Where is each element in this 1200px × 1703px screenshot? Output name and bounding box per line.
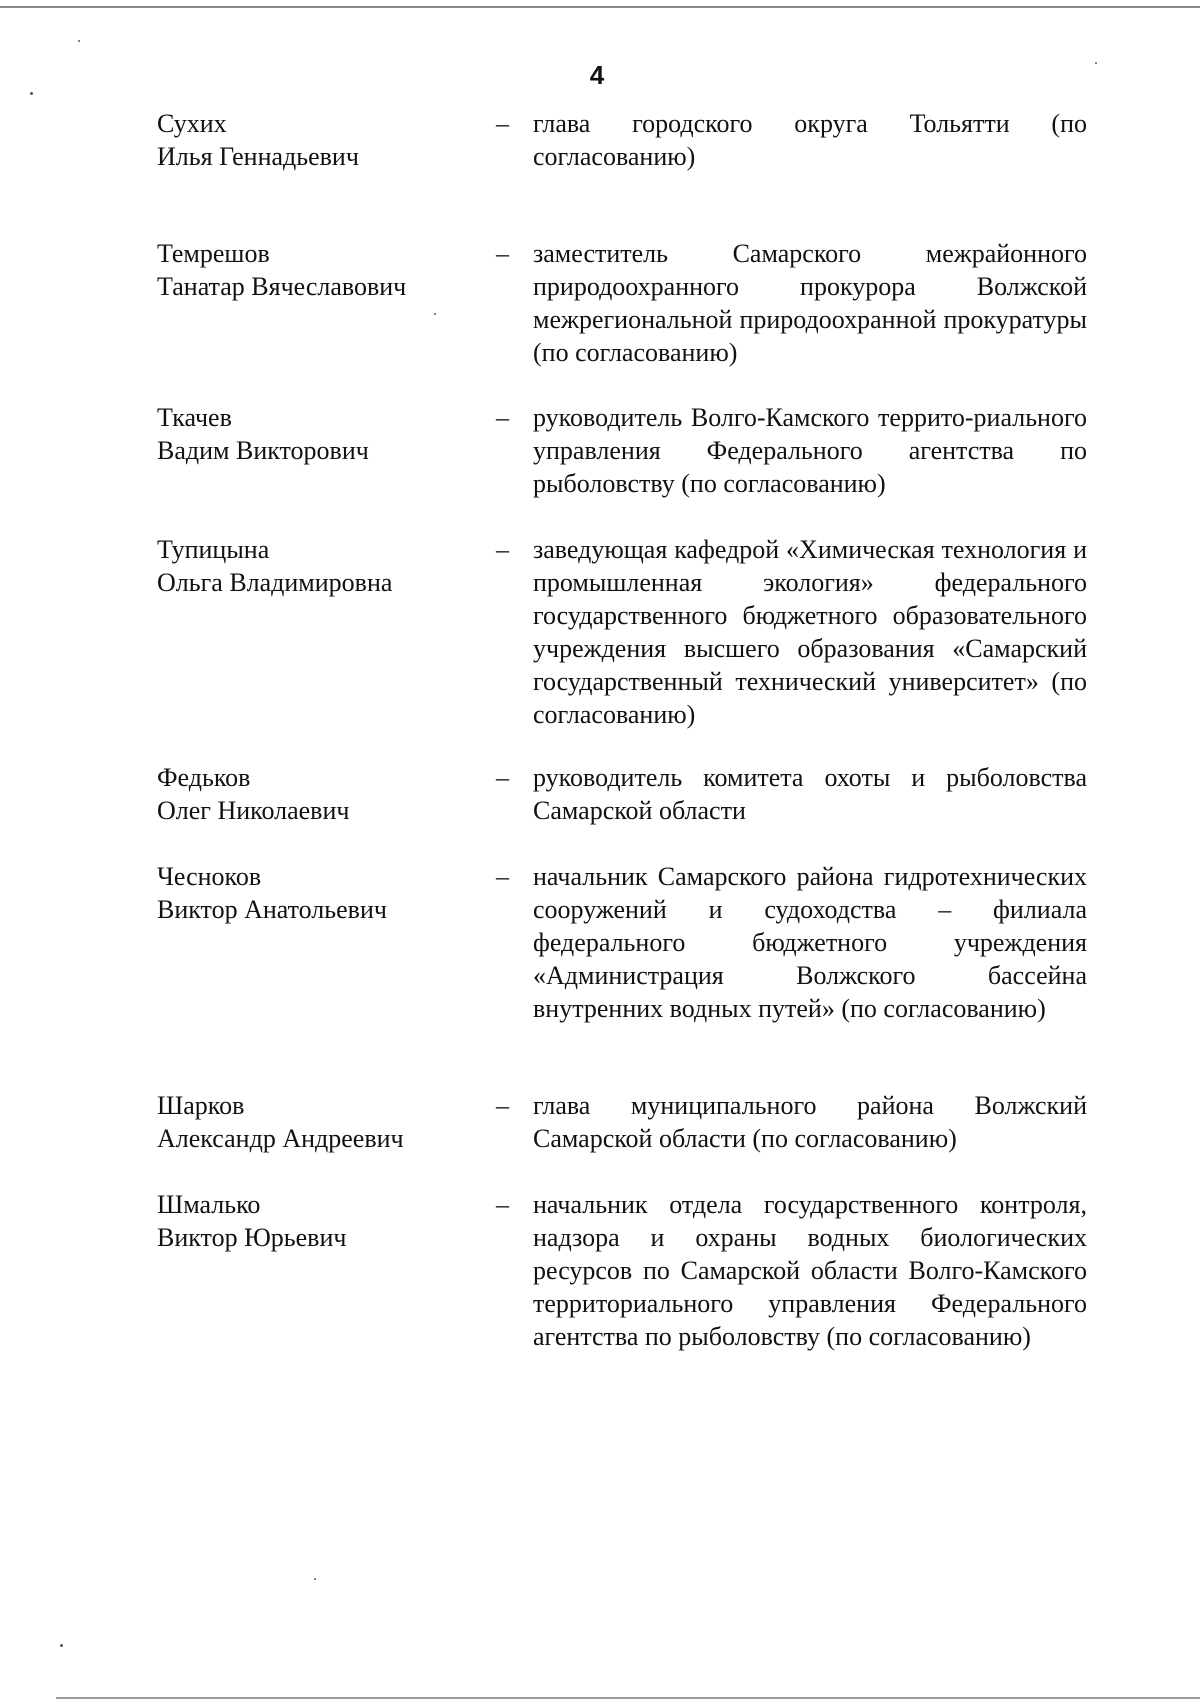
member-surname: Чесноков bbox=[157, 862, 262, 891]
scan-speck bbox=[60, 1644, 63, 1647]
entry-dash: – bbox=[496, 239, 509, 268]
member-position: заведующая кафедрой «Химическая технология и промышленная экология» федерального государственного бюджетного образовательного учреждения высшего образования «Самарский государственный технический университет» (по согласованию) bbox=[533, 535, 1087, 729]
member-given-name: Ольга Владимировна bbox=[157, 568, 393, 597]
member-name bbox=[157, 860, 477, 926]
entry-dash: – bbox=[496, 109, 509, 138]
member-surname: Темрешов bbox=[157, 239, 270, 268]
entry-dash: – bbox=[496, 403, 509, 432]
member-surname: Федьков bbox=[157, 763, 251, 792]
member-name bbox=[157, 237, 477, 303]
member-surname: Тупицына bbox=[157, 535, 270, 564]
member-position: начальник Самарского района гидротехнических сооружений и судоходства – филиала федерального бюджетного учреждения «Администрация Волжского бассейна внутренних водных путей» (по согласованию) bbox=[533, 862, 1087, 1023]
scan-speck bbox=[30, 92, 33, 95]
member-given-name: Виктор Анатольевич bbox=[157, 895, 387, 924]
scan-speck bbox=[78, 40, 80, 42]
member-position: глава городского округа Тольятти (по согласованию) bbox=[533, 109, 1087, 171]
member-given-name: Александр Андреевич bbox=[157, 1124, 404, 1153]
member-name bbox=[157, 401, 477, 467]
member-name bbox=[157, 1188, 477, 1254]
scan-edge-top bbox=[0, 6, 1200, 8]
scan-edge-bottom bbox=[56, 1697, 1200, 1699]
member-name bbox=[157, 107, 477, 173]
entry-dash: – bbox=[496, 1091, 509, 1120]
member-name bbox=[157, 761, 477, 827]
member-position: начальник отдела государственного контроля, надзора и охраны водных биологических ресурсов по Самарской области Волго-Камского территориального управления Федерального агентства по рыболовству (по согласованию) bbox=[533, 1190, 1087, 1351]
entry-dash: – bbox=[496, 862, 509, 891]
scan-speck bbox=[434, 313, 436, 315]
member-given-name: Илья Геннадьевич bbox=[157, 142, 359, 171]
scan-speck bbox=[1095, 62, 1097, 64]
member-surname: Шмалько bbox=[157, 1190, 261, 1219]
member-given-name: Олег Николаевич bbox=[157, 796, 350, 825]
member-position: глава муниципального района Волжский Самарской области (по согласованию) bbox=[533, 1091, 1087, 1153]
entry-dash: – bbox=[496, 535, 509, 564]
entry-dash: – bbox=[496, 1190, 509, 1219]
member-surname: Шарков bbox=[157, 1091, 245, 1120]
member-position: руководитель Волго-Камского террито-риального управления Федерального агентства по рыболовству (по согласованию) bbox=[533, 403, 1087, 498]
scan-speck bbox=[314, 1578, 316, 1580]
member-given-name: Танатар Вячеславович bbox=[157, 272, 407, 301]
entry-dash: – bbox=[496, 763, 509, 792]
member-surname: Ткачев bbox=[157, 403, 232, 432]
member-given-name: Вадим Викторович bbox=[157, 436, 369, 465]
page-number: 4 bbox=[589, 60, 605, 90]
member-surname: Сухих bbox=[157, 109, 227, 138]
member-position: заместитель Самарского межрайонного природоохранного прокурора Волжской межрегиональной природоохранной прокуратуры (по согласованию) bbox=[533, 239, 1087, 367]
member-given-name: Виктор Юрьевич bbox=[157, 1223, 347, 1252]
member-name bbox=[157, 533, 477, 599]
member-position: руководитель комитета охоты и рыболовства Самарской области bbox=[533, 763, 1087, 825]
member-name bbox=[157, 1089, 477, 1155]
